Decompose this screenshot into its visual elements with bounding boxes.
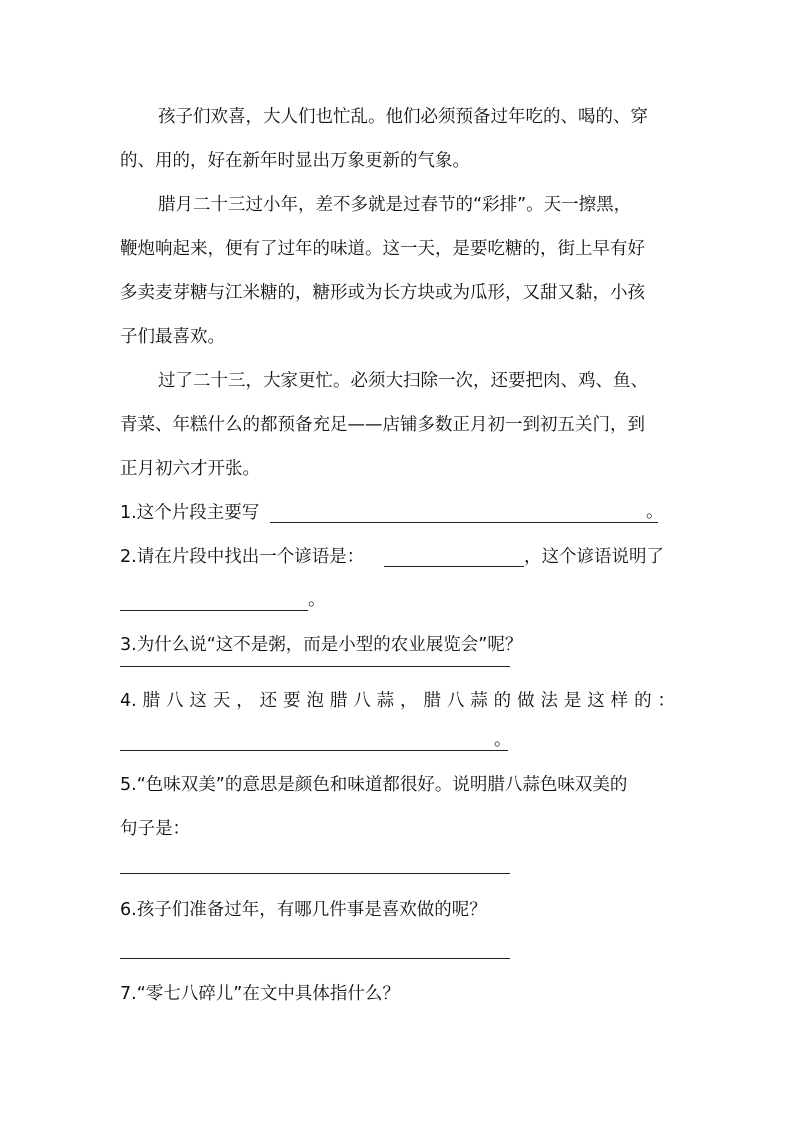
- paragraph-1-line-1: 孩子们欢喜，大人们也忙乱。他们必须预备过年吃的、喝的、穿: [158, 107, 648, 127]
- paragraph-2-line-1: 腊月二十三过小年，差不多就是过春节的“彩排”。天一擦黑，: [158, 195, 632, 215]
- answer-blank-5[interactable]: [120, 873, 510, 874]
- answer-blank-2b[interactable]: [120, 610, 308, 611]
- answer-blank-2a[interactable]: [384, 566, 524, 567]
- question-2-continuation: ，这个谚语说明了: [524, 547, 664, 567]
- paragraph-2-line-2: 鞭炮响起来，便有了过年的味道。这一天，是要吃糖的，街上早有好: [120, 239, 645, 259]
- paragraph-2-line-3: 多卖麦芽糖与江米糖的，糖形或为长方块或为瓜形，又甜又黏，小孩: [120, 283, 645, 303]
- question-5-line-2: 句子是：: [120, 819, 190, 839]
- question-2: 2.请在片段中找出一个谚语是：: [120, 547, 365, 567]
- answer-blank-1[interactable]: [270, 522, 658, 523]
- question-4: 4.腊八这天，还要泡腊八蒜，腊八蒜的做法是这样的：: [120, 691, 675, 711]
- question-2-period: 。: [308, 590, 326, 610]
- answer-blank-4[interactable]: [120, 750, 508, 751]
- question-5-line-1: 5.“色味双美”的意思是颜色和味道都很好。说明腊八蒜色味双美的: [120, 775, 628, 795]
- question-1-period: 。: [646, 502, 664, 522]
- answer-blank-3[interactable]: [120, 666, 510, 667]
- question-3: 3.为什么说“这不是粥，而是小型的农业展览会”呢？: [120, 635, 523, 655]
- question-4-period: 。: [494, 730, 512, 750]
- paragraph-1-line-2: 的、用的，好在新年时显出万象更新的气象。: [120, 151, 470, 171]
- paragraph-3-line-1: 过了二十三，大家更忙。必须大扫除一次，还要把肉、鸡、鱼、: [158, 371, 648, 391]
- answer-blank-6[interactable]: [120, 958, 510, 959]
- paragraph-2-line-4: 子们最喜欢。: [120, 327, 225, 347]
- question-7: 7.“零七八碎儿”在文中具体指什么？: [120, 984, 400, 1004]
- paragraph-3-line-3: 正月初六才开张。: [120, 459, 260, 479]
- question-1: 1.这个片段主要写: [120, 503, 260, 523]
- question-6: 6.孩子们准备过年，有哪几件事是喜欢做的呢？: [120, 900, 487, 920]
- paragraph-3-line-2: 青菜、年糕什么的都预备充足——店铺多数正月初一到初五关门，到: [120, 415, 645, 435]
